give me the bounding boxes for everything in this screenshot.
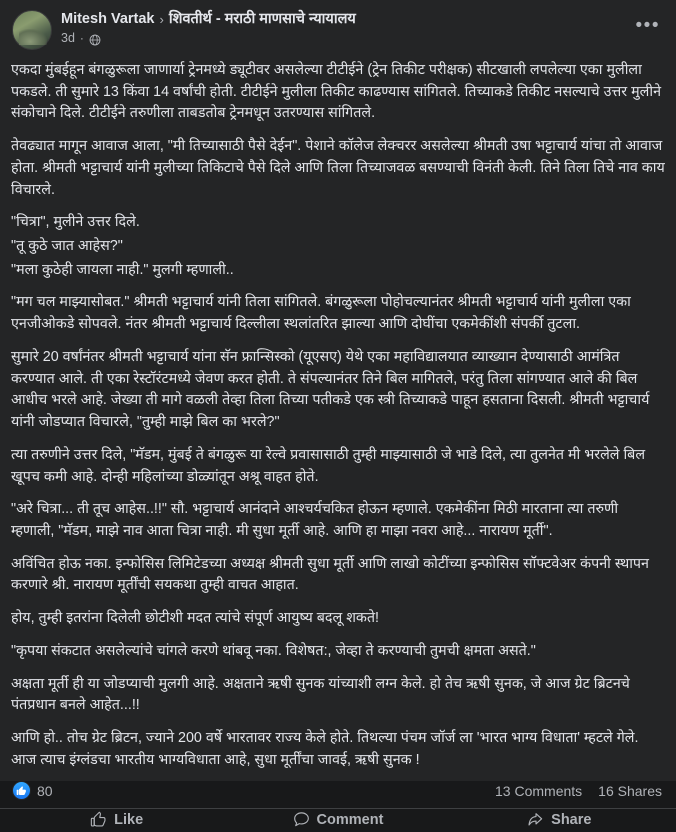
post-paragraph: अक्षता मूर्ती ही या जोडप्याची मुलगी आहे. अक्षताने ऋषी सुनक यांच्याशी लग्न केले. हो तेच ऋषी सुनक, जे आज ग्रेट ब्रिटनचे पंतप्रधान बनले आहेत...!! bbox=[11, 675, 630, 714]
post-paragraph: एकदा मुंबईहून बंगळुरूला जाणार्या ट्रेनमध्ये ड्यूटीवर असलेल्या टीटीईने (ट्रेन तिकीट परीक्षक) सीटखाली लपलेल्या एका मुलीला पकडले. ती सुमारे 13 किंवा 14 वर्षांची होती. टीटीईने मुलीला तिकीट काढण्यास सांगितले. तिच्याकडे तिकीट नसल्याचे उत्तर मुलीने संकोचाने दिले. टीटीईने तरुणीला ताबडतोब ट्रेनमधून उतरण्यास सांगितले. bbox=[11, 62, 662, 122]
post-paragraph: त्या तरुणीने उत्तर दिले, "मॅडम, मुंबई ते बंगळुरू या रेल्वे प्रवासासाठी तुम्ही माझ्यासाठी जे भाडे दिले, त्या तुलनेत मी भरलेले बिल खूपच कमी आहे. दोन्ही महिलांच्या डोळ्यांतून अश्रू वाहत होते. bbox=[11, 446, 646, 485]
post-paragraph: "मग चल माझ्यासोबत." श्रीमती भट्टाचार्य यांनी तिला सांगितले. बंगळुरूला पोहोचल्यानंतर श्रीमती भट्टाचार्य यांनी मुलीला एका एनजीओकडे सोपवले. नंतर श्रीमती भट्टाचार्य दिल्लीला स्थलांतरित झाल्या आणि दोघींचा एकमेकींशी संपर्की तुटला. bbox=[11, 294, 631, 333]
post-paragraph: "मला कुठेही जायला नाही." मुलगी म्हणाली.. bbox=[11, 261, 234, 278]
globe-icon bbox=[89, 33, 101, 45]
post-paragraph: "चित्रा", मुलीने उत्तर दिले. bbox=[11, 214, 140, 231]
like-button-label: Like bbox=[114, 811, 144, 828]
reactions-summary[interactable] bbox=[12, 781, 53, 800]
thumbs-up-icon bbox=[12, 781, 31, 800]
comment-button-label: Comment bbox=[316, 811, 384, 828]
meta-separator: · bbox=[79, 31, 84, 46]
author-name[interactable]: Mitesh Vartak bbox=[61, 11, 155, 27]
post-action-bar bbox=[0, 809, 676, 832]
post-author-block bbox=[61, 10, 628, 45]
post-timestamp[interactable]: 3d bbox=[61, 31, 75, 46]
shares-count[interactable]: 16 Shares bbox=[598, 782, 662, 799]
ellipsis-icon[interactable]: ••• bbox=[635, 15, 660, 36]
post-paragraph: "तू कुठे जात आहेस?" bbox=[11, 238, 123, 255]
post-paragraph: होय, तुम्ही इतरांना दिलेली छोटीशी मदत त्यांचे संपूर्ण आयुष्य बदलू शकते! bbox=[11, 610, 380, 627]
post-paragraph: "कृपया संकटात असलेल्यांचे चांगले करणे थांबवू नका. विशेषत:, जेव्हा ते करण्याची तुमची क्षमता असते." bbox=[11, 642, 536, 659]
comment-button[interactable] bbox=[227, 811, 448, 828]
post-text bbox=[0, 54, 676, 777]
comment-icon bbox=[293, 811, 310, 828]
post-paragraph: अविंचित होऊ नका. इन्फोसिस लिमिटेडच्या अध्यक्ष श्रीमती सुधा मूर्ती आणि लाखो कोटींच्या इन्फोसिस सॉफ्टवेअर कंपनी स्थापन करणारे श्री. नारायण मूर्तींची सयकथा तुम्ही वाचत आहात. bbox=[11, 555, 649, 594]
share-button[interactable] bbox=[449, 811, 670, 828]
share-icon bbox=[527, 811, 544, 828]
comments-count[interactable]: 13 Comments bbox=[495, 782, 583, 799]
group-name[interactable]: शिवतीर्थ - मराठी माणसाचे न्यायालय bbox=[168, 11, 356, 27]
author-line bbox=[61, 11, 628, 28]
breadcrumb-separator: › bbox=[159, 11, 164, 27]
avatar[interactable] bbox=[12, 10, 52, 50]
thumbs-up-outline-icon bbox=[90, 811, 107, 828]
post-paragraph: तेवढ्यात मागून आवाज आला, "मी तिच्यासाठी पैसे देईन". पेशाने कॉलेज लेक्चरर असलेल्या श्रीमती उषा भट्टाचार्य यांचा तो आवाज होता. श्रीमती भट्टाचार्य यांनी मुलीच्या तिकिटाचे पैसे दिले आणि तिला तिच्याजवळ बसण्याची विनंती केली. तिने तिला तिचे नाव काय विचारले. bbox=[11, 138, 665, 198]
counts-right bbox=[495, 783, 662, 799]
reaction-count: 80 bbox=[37, 782, 53, 799]
like-button[interactable] bbox=[6, 811, 227, 828]
share-button-label: Share bbox=[551, 811, 592, 828]
post-meta bbox=[61, 31, 628, 45]
post-paragraph: आणि हो.. तोच ग्रेट ब्रिटन, ज्याने 200 वर्षे भारतावर राज्य केले होते. तिथल्या पंचम जॉर्ज ला 'भारत भाग्य विधाता' म्हटले गेले. आज त्याच इंग्लंडचा भारतीय भाग्यविधाता आहे, सुधा मूर्तींचा जावई, ऋषी सुनक ! bbox=[11, 729, 639, 768]
engagement-summary bbox=[0, 777, 676, 809]
post-paragraph: सुमारे 20 वर्षांनंतर श्रीमती भट्टाचार्य यांना सॅन फ्रान्सिस्को (यूएसए) येथे एका महाविद्यालयात व्याख्यान देण्यासाठी आमंत्रित करण्यात आले. ती एका रेस्टॉरंटमध्ये जेवण करत होती. ते संपल्यानंतर तिने बिल मागितले, परंतु तिला सांगण्यात आले की बिल आधीच भरले आहे. जेख्या ती मागे वळली तेव्हा तिला तिच्या पतीकडे एक स्त्री तिच्याकडे पाहून हसताना दिसली. श्रीमती भट्टाचार्य यांनी जोडप्यात विचारले, "तुम्ही माझे बिल का भरले?" bbox=[11, 348, 650, 431]
post-paragraph: "अरे चित्रा... ती तूच आहेस..!!" सौ. भट्टाचार्य आनंदाने आश्चर्यचकित होऊन म्हणाले. एकमेकींना मिठी मारताना त्या तरुणी म्हणाली, "मॅडम, माझे नाव आता चित्रा नाही. मी सुधा मूर्ती आहे. आणि हा माझा नवरा आहे... नारायण मूर्ती". bbox=[11, 501, 619, 539]
post-header bbox=[0, 0, 676, 54]
